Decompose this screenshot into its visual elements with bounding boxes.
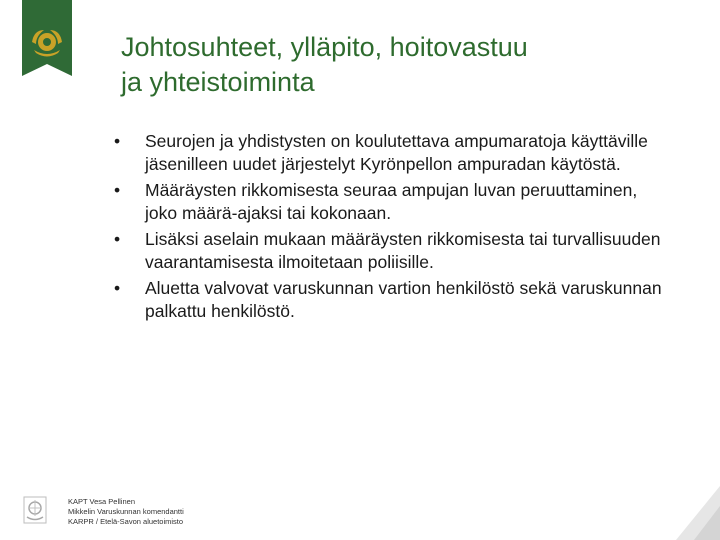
list-item bbox=[110, 228, 670, 273]
bullet-symbol: • bbox=[114, 180, 121, 200]
military-emblem-banner-icon bbox=[22, 0, 72, 76]
corner-decoration-icon bbox=[676, 486, 720, 540]
list-item bbox=[110, 130, 670, 175]
bullet-text: Määräysten rikkomisesta seuraa ampujan luvan peruuttaminen, joko määrä-ajaksi tai kokonaan. bbox=[145, 180, 638, 223]
title-line-2: ja yhteistoiminta bbox=[121, 67, 315, 97]
bullet-symbol: • bbox=[114, 131, 121, 151]
page-title bbox=[121, 30, 691, 100]
footer-line: KAPT Vesa Pellinen bbox=[68, 497, 135, 506]
title-line-1: Johtosuhteet, ylläpito, hoitovastuu bbox=[121, 32, 528, 62]
bullet-symbol: • bbox=[114, 278, 121, 298]
bullet-text: Seurojen ja yhdistysten on koulutettava ampumaratoja käyttäville jäsenilleen uudet järjestelyt Kyrönpellon ampuradan käytöstä. bbox=[145, 131, 648, 174]
footer-line: KARPR / Etelä-Savon aluetoimisto bbox=[68, 517, 184, 526]
list-item bbox=[110, 277, 670, 322]
list-item bbox=[110, 179, 670, 224]
bullet-text: Lisäksi aselain mukaan määräysten rikkomisesta tai turvallisuuden vaarantamisesta ilmoitetaan poliisille. bbox=[145, 229, 661, 272]
bullet-symbol: • bbox=[114, 229, 121, 249]
bullet-list bbox=[110, 130, 670, 326]
army-crest-icon bbox=[22, 495, 48, 525]
footer-credits bbox=[68, 497, 184, 527]
bullet-text: Aluetta valvovat varuskunnan vartion henkilöstö sekä varuskunnan palkattu henkilöstö. bbox=[145, 278, 662, 321]
footer-line: Mikkelin Varuskunnan komendantti bbox=[68, 507, 184, 516]
